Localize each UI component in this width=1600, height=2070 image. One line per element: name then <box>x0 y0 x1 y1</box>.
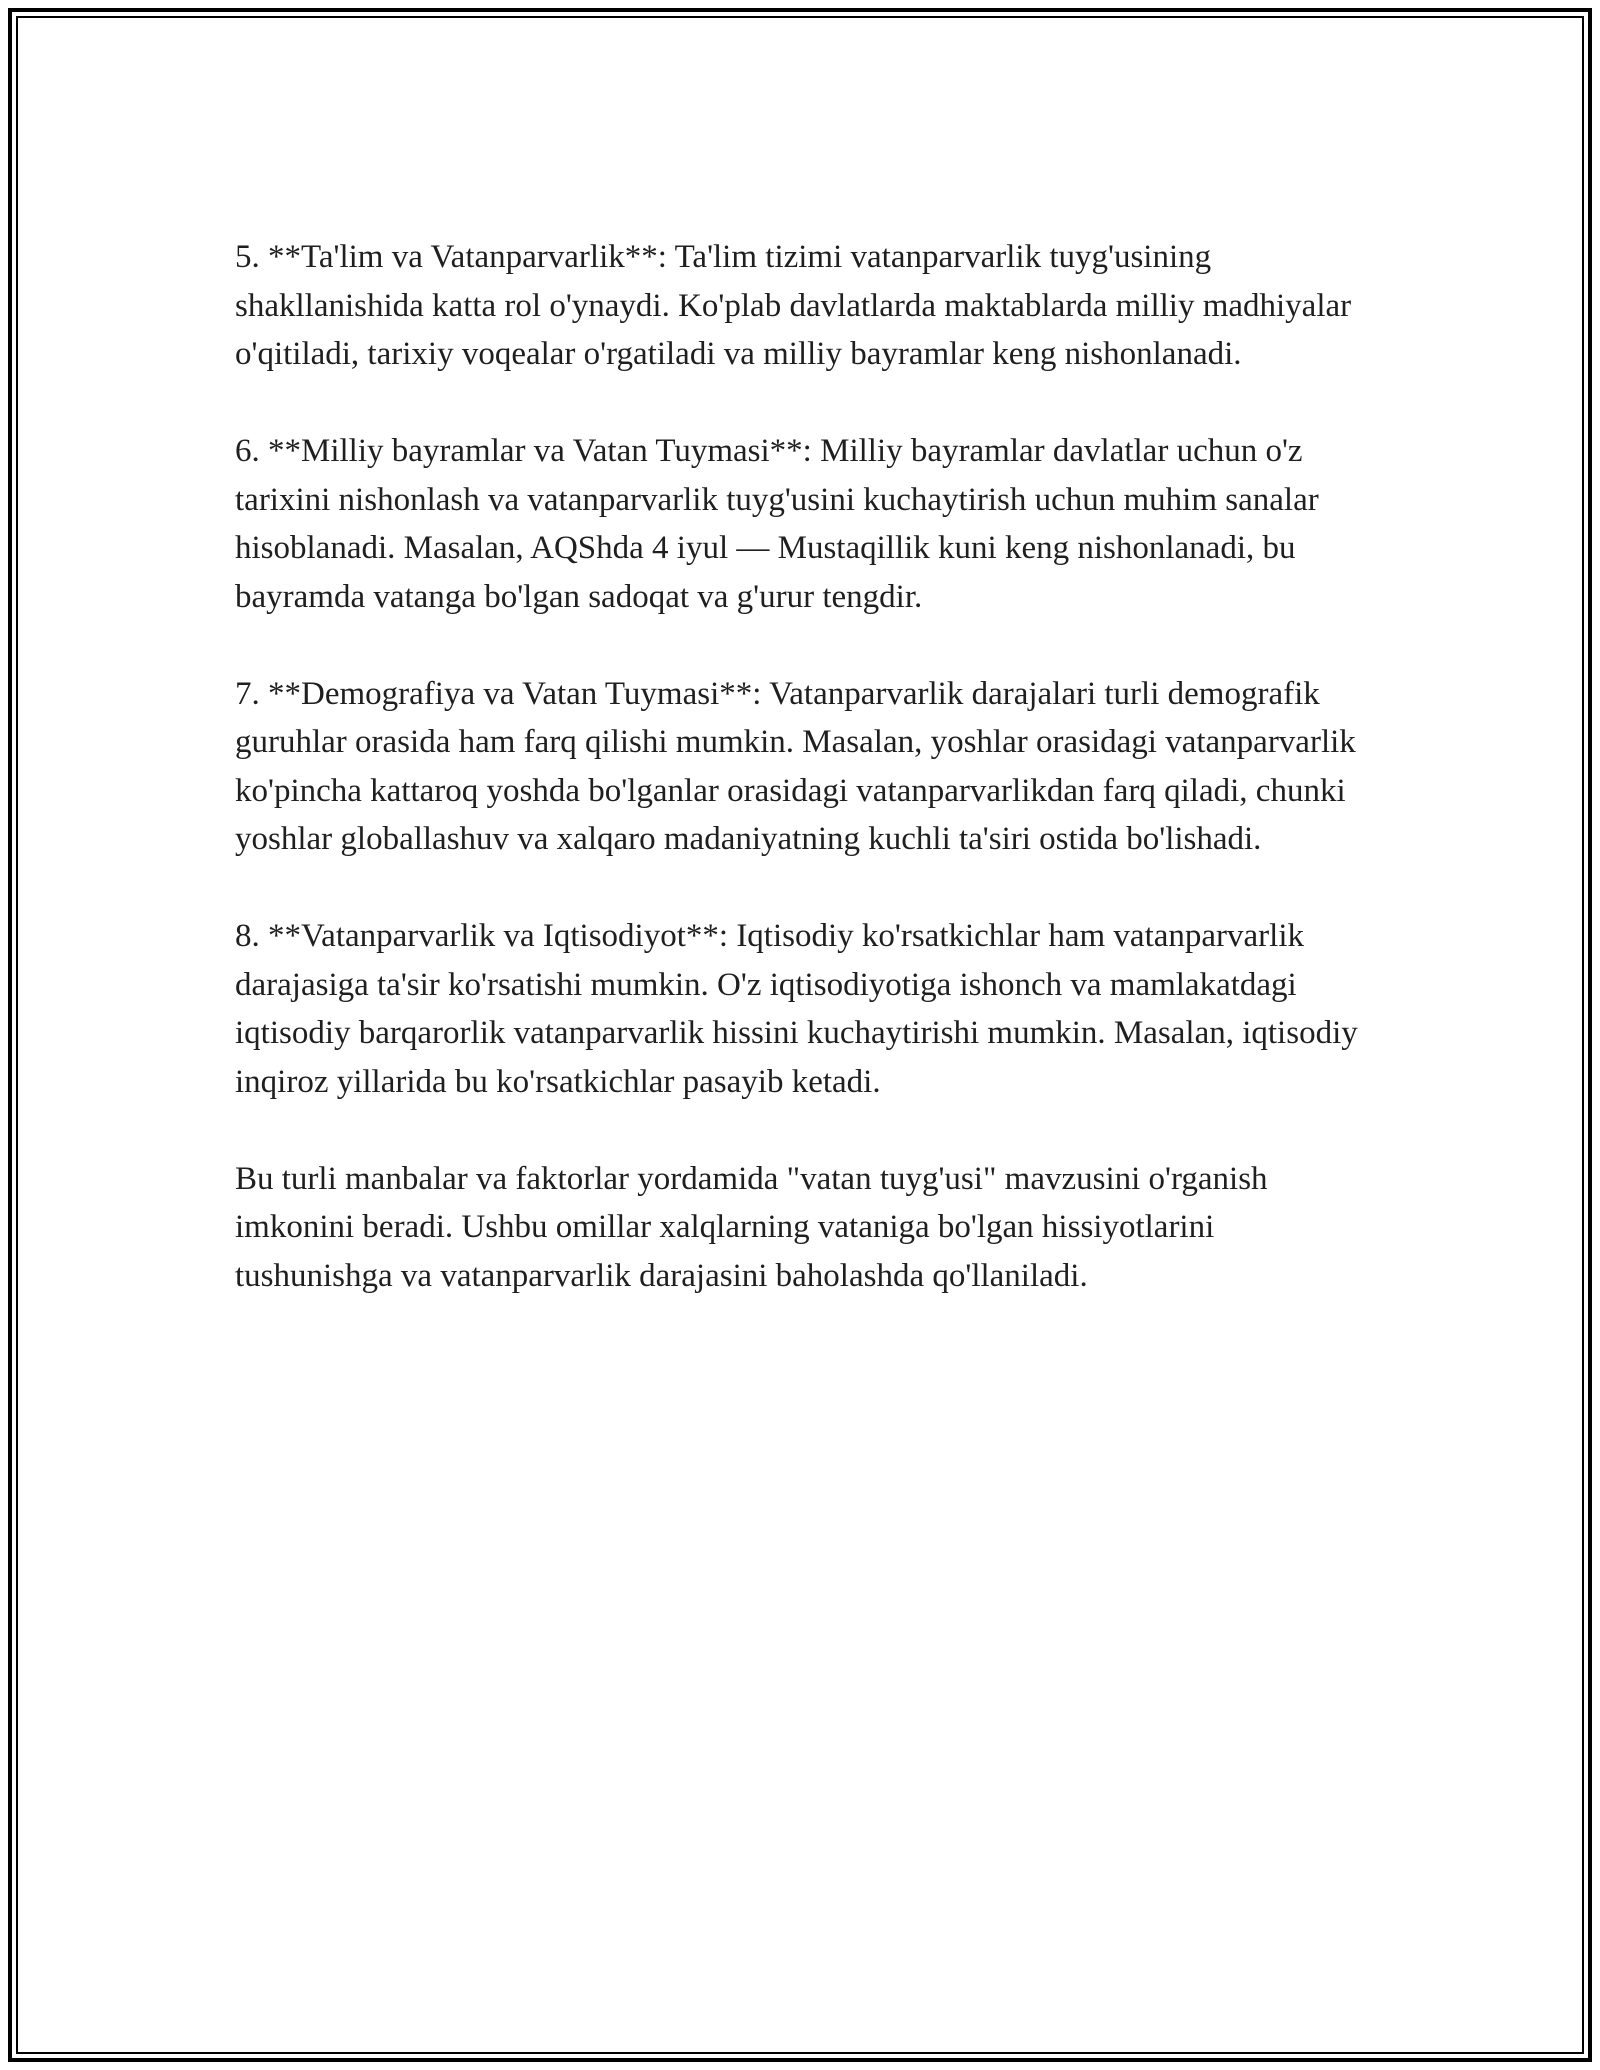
paragraph-conclusion: Bu turli manbalar va faktorlar yordamida "vatan tuyg'usi" mavzusini o'rganish imkonini beradi. Ushbu omillar xalqlarning vataniga bo'lgan hissiyotlarini tushunishga va vatanparvarlik darajasini baholashda qo'llaniladi. <box>235 1160 1268 1294</box>
paragraph-education: 5. **Ta'lim va Vatanparvarlik**: Ta'lim tizimi vatanparvarlik tuyg'usining shakllanishida katta rol o'ynaydi. Ko'plab davlatlarda maktablarda milliy madhiyalar o'qitiladi, tarixiy voqealar o'rgatiladi va milliy bayramlar keng nishonlanadi. <box>235 239 1352 372</box>
document-body <box>235 233 1380 1349</box>
paragraph-demography: 7. **Demografiya va Vatan Tuymasi**: Vatanparvarlik darajalari turli demografik guruhlar orasida ham farq qilishi mumkin. Masalan, yoshlar orasidagi vatanparvarlik ko'pincha kattaroq yoshda bo'lganlar orasidagi vatanparvarlikdan farq qiladi, chunki yoshlar globallashuv va xalqaro madaniyatning kuchli ta'siri ostida bo'lishadi. <box>235 675 1356 857</box>
paragraph-economy: 8. **Vatanparvarlik va Iqtisodiyot**: Iqtisodiy ko'rsatkichlar ham vatanparvarlik darajasiga ta'sir ko'rsatishi mumkin. O'z iqtisodiyotiga ishonch va mamlakatdagi iqtisodiy barqarorlik vatanparvarlik hissini kuchaytirishi mumkin. Masalan, iqtisodiy inqiroz yillarida bu ko'rsatkichlar pasayib ketadi. <box>235 918 1358 1100</box>
paragraph-national-holidays: 6. **Milliy bayramlar va Vatan Tuymasi**: Milliy bayramlar davlatlar uchun o'z tarixini nishonlash va vatanparvarlik tuyg'usini kuchaytirish uchun muhim sanalar hisoblanadi. Masalan, AQShda 4 iyul — Mustaqillik kuni keng nishonlanadi, bu bayramda vatanga bo'lgan sadoqat va g'urur tengdir. <box>235 433 1319 615</box>
